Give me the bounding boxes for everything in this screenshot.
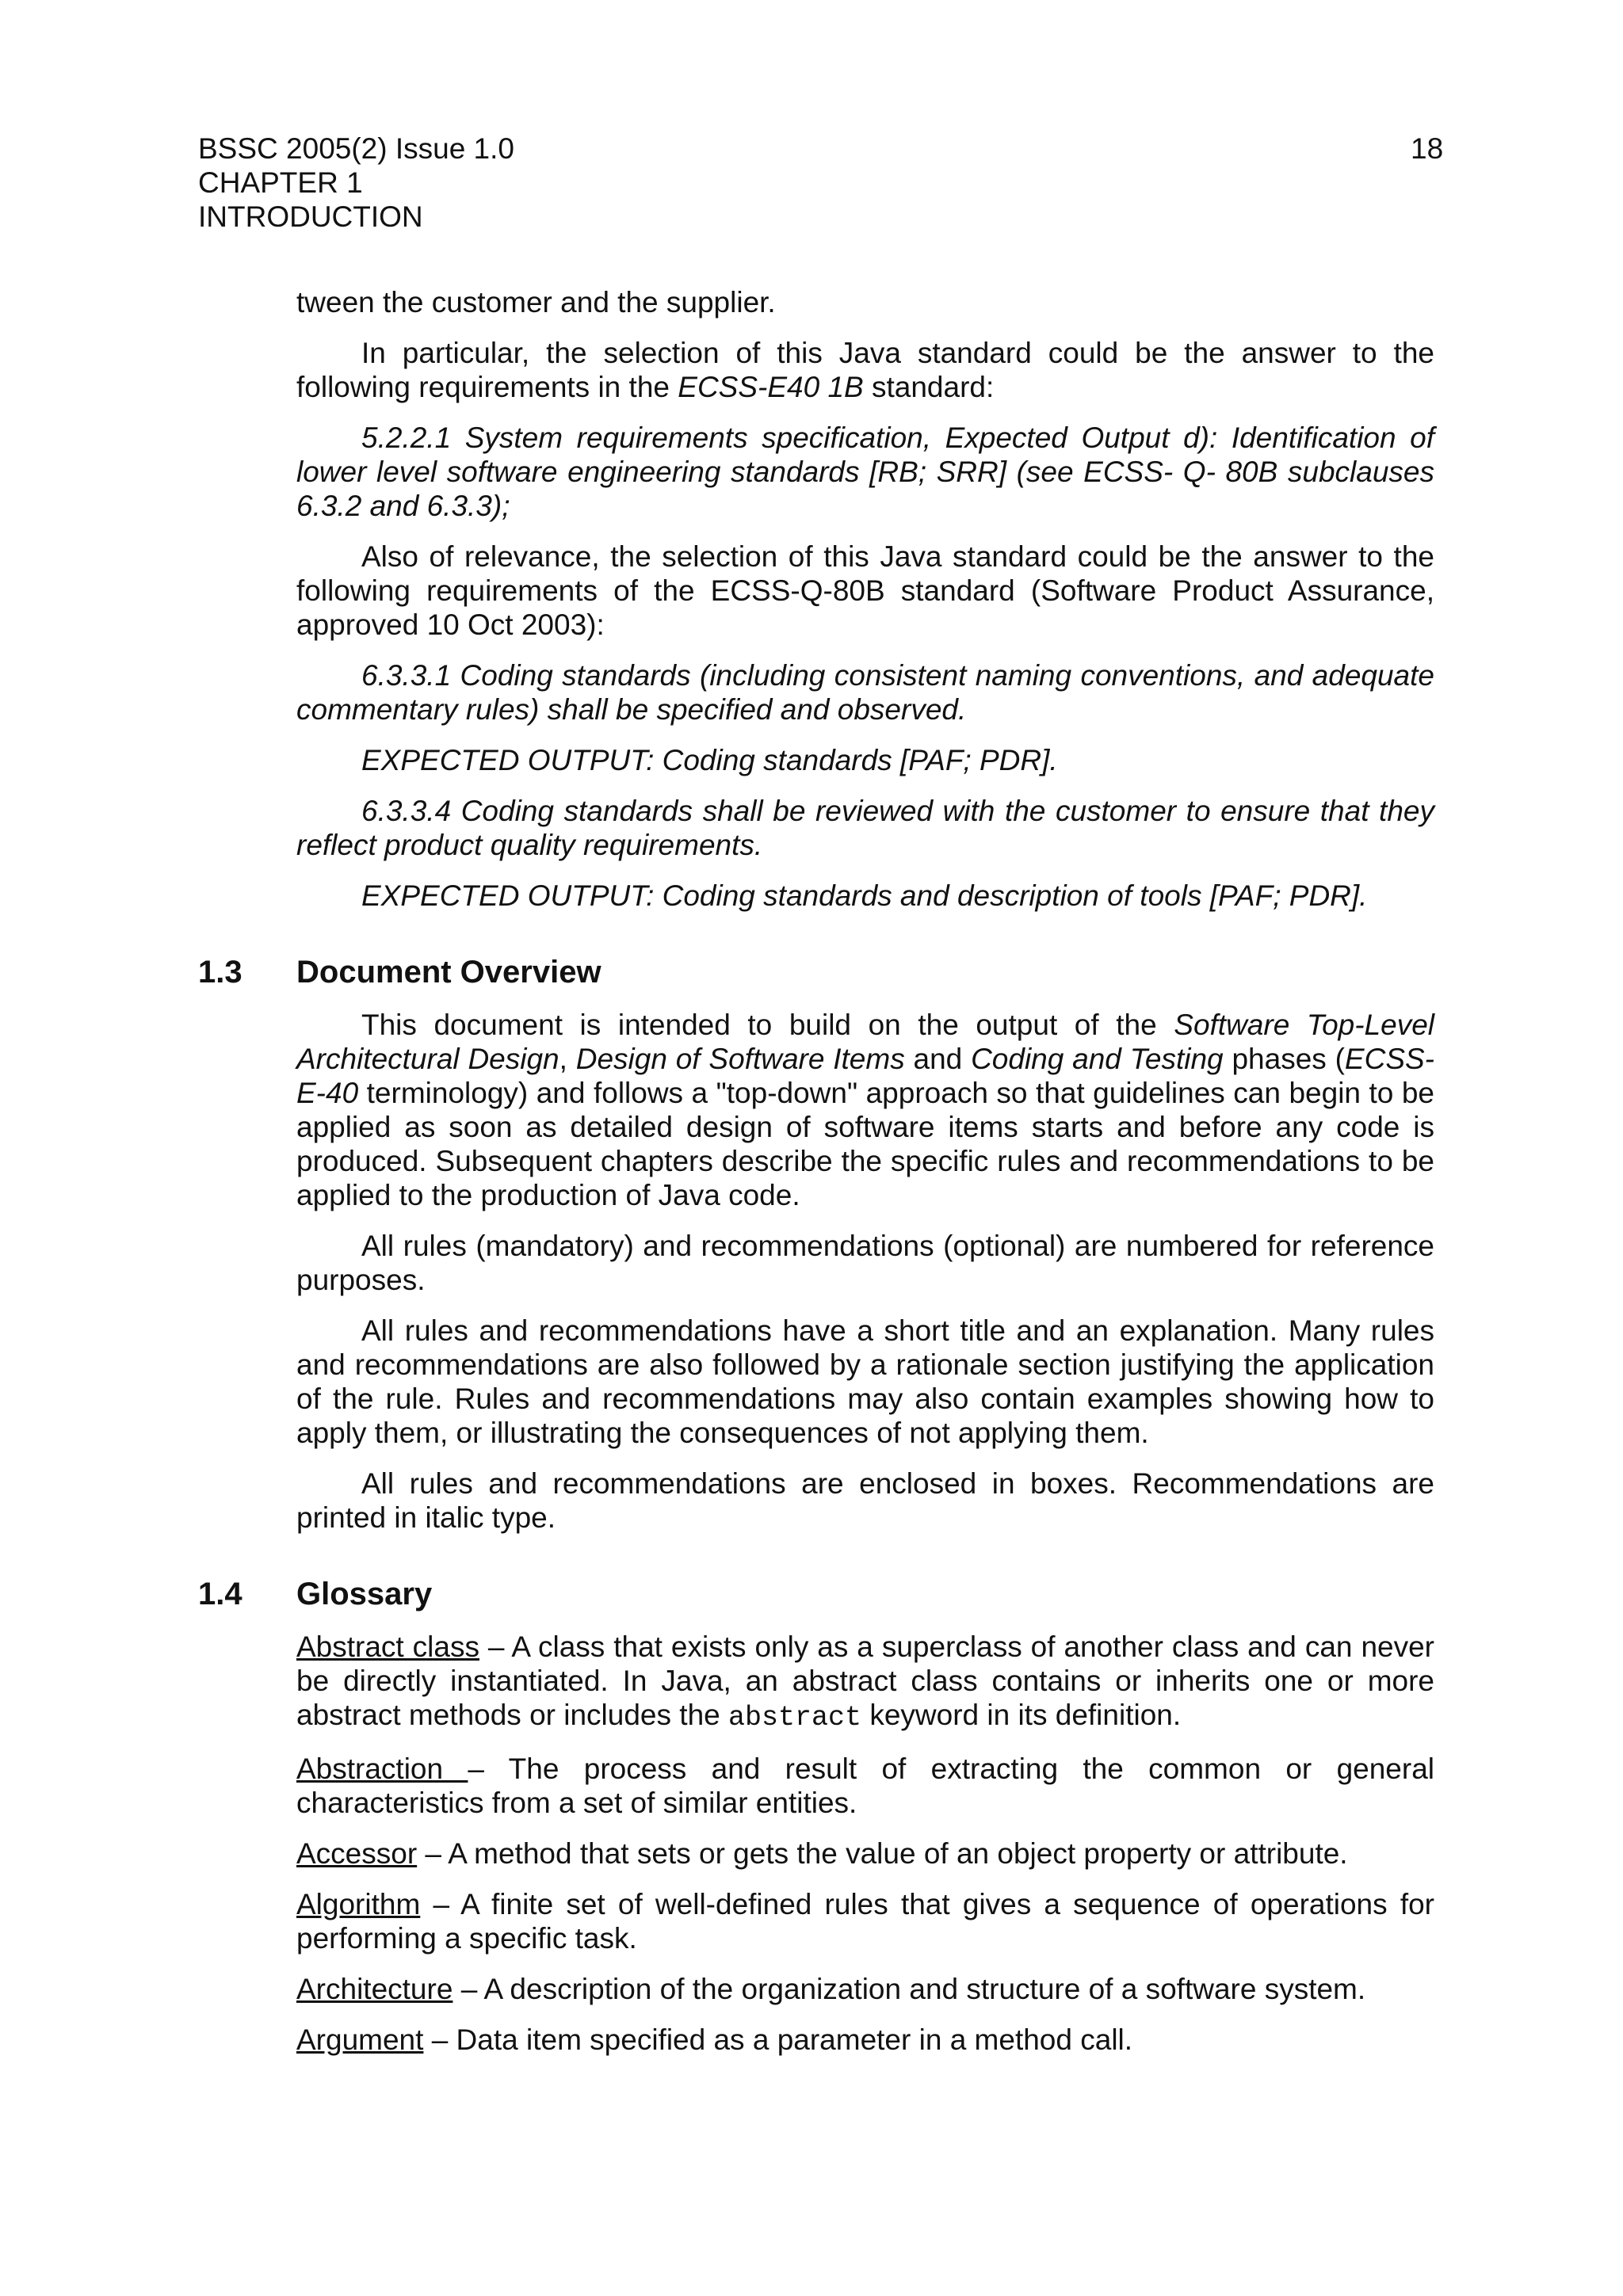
- quote-expected-output-2: EXPECTED OUTPUT: Coding standards and description of tools [PAF; PDR].: [361, 879, 1368, 912]
- section-title: Glossary: [296, 1577, 433, 1611]
- glossary-definition: – A finite set of well-defined rules that gives a sequence of operations for performing a specific task.: [296, 1888, 1434, 1955]
- text-run: terminology) and follows a "top-down" approach so that guidelines can begin to be applied as soon as detailed design of software items starts and before any code is produced. Subsequent chapters describe the specific rules and recommendations to be applied to the production of Java code.: [296, 1077, 1434, 1211]
- glossary-entry-abstraction: [296, 1752, 1434, 1820]
- text-run: standard:: [863, 371, 995, 403]
- header-chapter-title: INTRODUCTION: [198, 200, 423, 233]
- paragraph-numbering: All rules (mandatory) and recommendations (optional) are numbered for reference purposes.: [296, 1230, 1434, 1296]
- glossary-term: Architecture: [296, 1973, 453, 2005]
- running-header: [198, 132, 514, 234]
- glossary-entry-abstract-class: [296, 1630, 1434, 1735]
- text-run: In particular, the selection of this Java standard could be the answer to the following requirements in the: [296, 337, 1434, 403]
- emphasis-standard-name: ECSS-E-40: [296, 1043, 1434, 1109]
- page-number: 18: [1411, 132, 1444, 165]
- glossary-entry-argument: [296, 2023, 1434, 2057]
- emphasis-phase-name: Design of Software Items: [575, 1043, 905, 1075]
- quote-requirement-6331: 6.3.3.1 Coding standards (including consistent naming conventions, and adequate commentary rules) shall be specified and observed.: [296, 659, 1434, 726]
- emphasis-phase-name: Software Top-Level Architectural Design: [296, 1009, 1434, 1075]
- section-heading-document-overview: [198, 954, 1434, 990]
- header-chapter: CHAPTER 1: [198, 166, 363, 199]
- glossary-term: Argument: [296, 2023, 424, 2056]
- section-number: 1.4: [198, 1577, 242, 1611]
- glossary-entry-algorithm: [296, 1887, 1434, 1955]
- glossary-term: Accessor: [296, 1837, 418, 1870]
- glossary-definition: – A class that exists only as a superclass of another class and can never be directly instantiated. In Java, an abstract class contains or inherits one or more abstract methods or includes the: [296, 1630, 1434, 1731]
- text-run: ,: [559, 1043, 576, 1075]
- glossary-term: Algorithm: [296, 1888, 421, 1920]
- paragraph-requirements-intro: [296, 336, 1434, 404]
- quote-requirement-6334: 6.3.3.4 Coding standards shall be reviewed with the customer to ensure that they reflect product quality requirements.: [296, 795, 1434, 861]
- paragraph-boxes: All rules and recommendations are enclosed in boxes. Recommendations are printed in italic type.: [296, 1467, 1434, 1534]
- glossary-definition: – A description of the organization and structure of a software system.: [453, 1973, 1366, 2005]
- text-run: phases (: [1223, 1043, 1345, 1075]
- section-title: Document Overview: [296, 955, 601, 990]
- glossary-definition: – A method that sets or gets the value of an object property or attribute.: [417, 1837, 1348, 1870]
- section-number: 1.3: [198, 955, 242, 990]
- emphasis-phase-name: Coding and Testing: [971, 1043, 1224, 1075]
- text-run: This document is intended to build on the output of the: [361, 1009, 1174, 1041]
- quote-expected-output-1: EXPECTED OUTPUT: Coding standards [PAF; PDR].: [361, 744, 1058, 776]
- glossary-definition: – Data item specified as a parameter in a method call.: [423, 2023, 1133, 2056]
- text-run: and: [904, 1043, 972, 1075]
- code-keyword: abstract: [728, 1702, 862, 1733]
- glossary-entry-architecture: [296, 1972, 1434, 2006]
- paragraph-overview: [296, 1008, 1434, 1212]
- glossary-entry-accessor: [296, 1836, 1434, 1871]
- header-doc-id: BSSC 2005(2) Issue 1.0: [198, 132, 514, 165]
- glossary-definition: keyword in its definition.: [861, 1699, 1182, 1731]
- paragraph-structure: All rules and recommendations have a short title and an explanation. Many rules and recommendations are also followed by a rationale section justifying the application of the rule. Rules and recommendations may also contain examples showing how to apply them, or illustrating the consequences of not applying them.: [296, 1314, 1434, 1449]
- glossary-term: Abstraction: [296, 1753, 468, 1785]
- paragraph-continuation: tween the customer and the supplier.: [296, 286, 776, 318]
- emphasis-standard-name: ECSS-E40 1B: [678, 371, 864, 403]
- quote-requirement-5221: 5.2.2.1 System requirements specification, Expected Output d): Identification of lower level software engineering standards [RB; SRR] (see ECSS- Q- 80B subclauses 6.3.2 and 6.3.3);: [296, 421, 1434, 522]
- section-heading-glossary: [198, 1576, 1434, 1612]
- page-body: [198, 285, 1434, 2073]
- paragraph-relevance: Also of relevance, the selection of this Java standard could be the answer to the following requirements of the ECSS-Q-80B standard (Software Product Assurance, approved 10 Oct 2003):: [296, 540, 1434, 641]
- glossary-definition: – The process and result of extracting the common or general characteristics from a set of similar entities.: [296, 1753, 1434, 1819]
- glossary-term: Abstract class: [296, 1630, 479, 1663]
